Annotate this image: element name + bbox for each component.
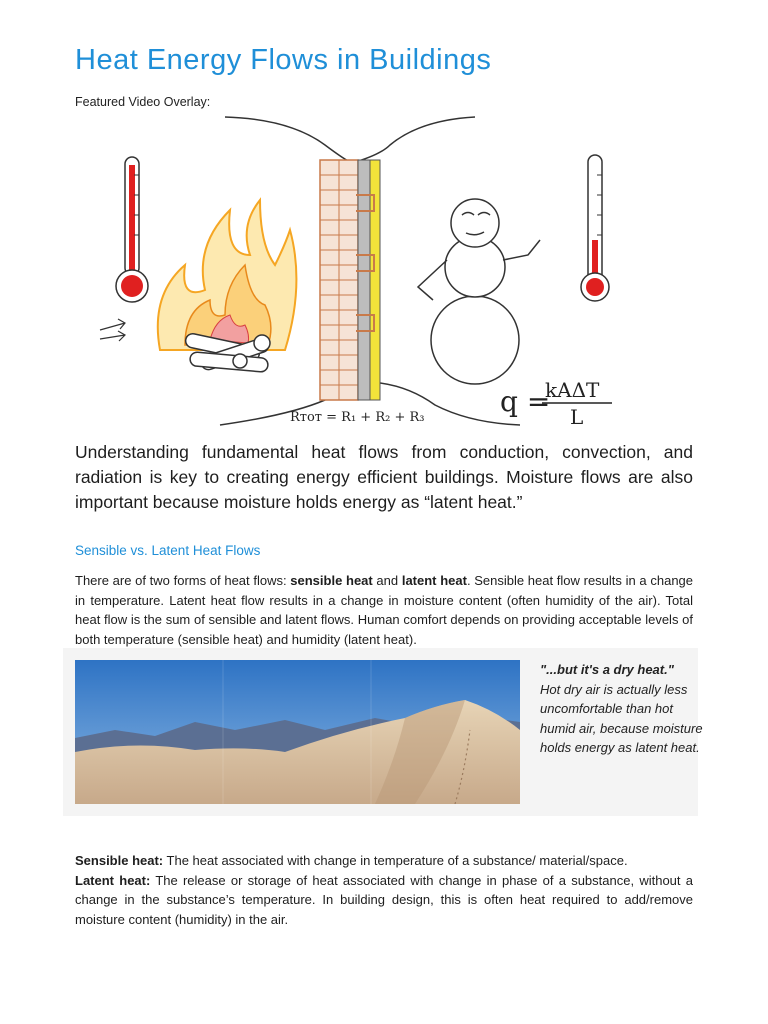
left-thermometer-icon xyxy=(116,157,148,302)
heat-formula-numerator: kAΔT xyxy=(545,378,600,402)
sidebar-text: Hot dry air is actually less uncomfortable than hot humid air, because moisture holds energy as latent heat. xyxy=(540,681,703,755)
latent-heat-definition: The release or storage of heat associated with change in phase of a substance, without a change in the substance’s temperature. In building design, this is often heat required to add/remove moisture content (humidity) in the air. xyxy=(75,872,693,927)
heat-flows-paragraph xyxy=(75,571,693,649)
sensible-heat-definition: The heat associated with change in temperature of a substance/ material/space. xyxy=(163,853,628,868)
snowman-icon xyxy=(418,199,540,384)
dry-heat-sidebar xyxy=(540,660,705,758)
definitions-block xyxy=(75,851,693,929)
video-caption: Featured Video Overlay: xyxy=(75,95,211,109)
latent-heat-term: Latent heat: xyxy=(75,872,151,888)
heat-formula-lhs: q = xyxy=(500,385,551,418)
sidebar-quote: "...but it's a dry heat." xyxy=(540,662,674,677)
heat-formula-denominator: L xyxy=(570,405,584,429)
para-text-1: There are of two forms of heat flows: xyxy=(75,573,291,588)
para-text-3: . Sensible heat flow results in a change in temperature. Latent heat flow results in a change in moisture content (often humidity of the air). Total heat flow is the sum of sensible and latent flows. Human comfort depends on providing acceptable levels of both temperature (sensible heat) and humidity (latent heat). xyxy=(75,573,694,647)
para-text-2: and xyxy=(372,573,402,588)
wall-section-icon xyxy=(320,160,380,400)
term-sensible-heat: sensible heat xyxy=(290,573,373,588)
resistance-formula: Rᴛᴏᴛ = R₁ + R₂ + R₃ xyxy=(290,410,425,425)
section-heading: Sensible vs. Latent Heat Flows xyxy=(75,543,261,558)
desert-dunes-image xyxy=(75,660,520,804)
top-wave-line xyxy=(225,117,475,163)
term-latent-heat: latent heat xyxy=(401,573,467,588)
page-title: Heat Energy Flows in Buildings xyxy=(75,44,492,76)
heat-arrows-icon xyxy=(100,319,125,341)
heat-flow-illustration[interactable] xyxy=(90,115,650,433)
sensible-heat-term: Sensible heat: xyxy=(75,853,164,868)
right-thermometer-icon xyxy=(581,155,609,301)
intro-paragraph: Understanding fundamental heat flows from conduction, convection, and radiation is key to creating energy efficient buildings. Moisture flows are also important because moisture holds energy as “latent heat.” xyxy=(75,442,693,512)
campfire-icon xyxy=(158,200,297,372)
